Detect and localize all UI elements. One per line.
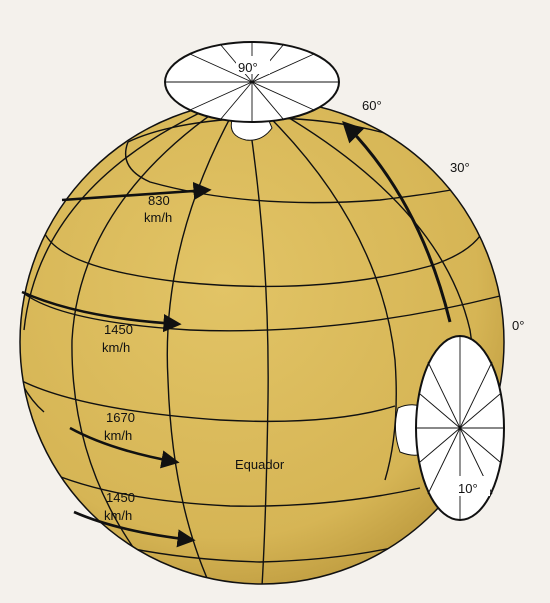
- speed-unit-2: km/h: [102, 340, 131, 355]
- label-30: 30°: [450, 160, 470, 175]
- speed-unit-1: km/h: [144, 210, 173, 225]
- speed-value-1: 830: [148, 193, 170, 208]
- speed-unit-3: km/h: [104, 428, 133, 443]
- label-equator: Equador: [235, 457, 285, 472]
- label-90: 90°: [238, 60, 258, 75]
- globe: [20, 100, 504, 584]
- speed-value-4: 1450: [106, 490, 135, 505]
- label-10: 10°: [458, 481, 478, 496]
- speed-value-2: 1450: [104, 322, 133, 337]
- label-0: 0°: [512, 318, 525, 333]
- speed-value-3: 1670: [106, 410, 135, 425]
- speed-unit-4: km/h: [104, 508, 133, 523]
- label-60: 60°: [362, 98, 382, 113]
